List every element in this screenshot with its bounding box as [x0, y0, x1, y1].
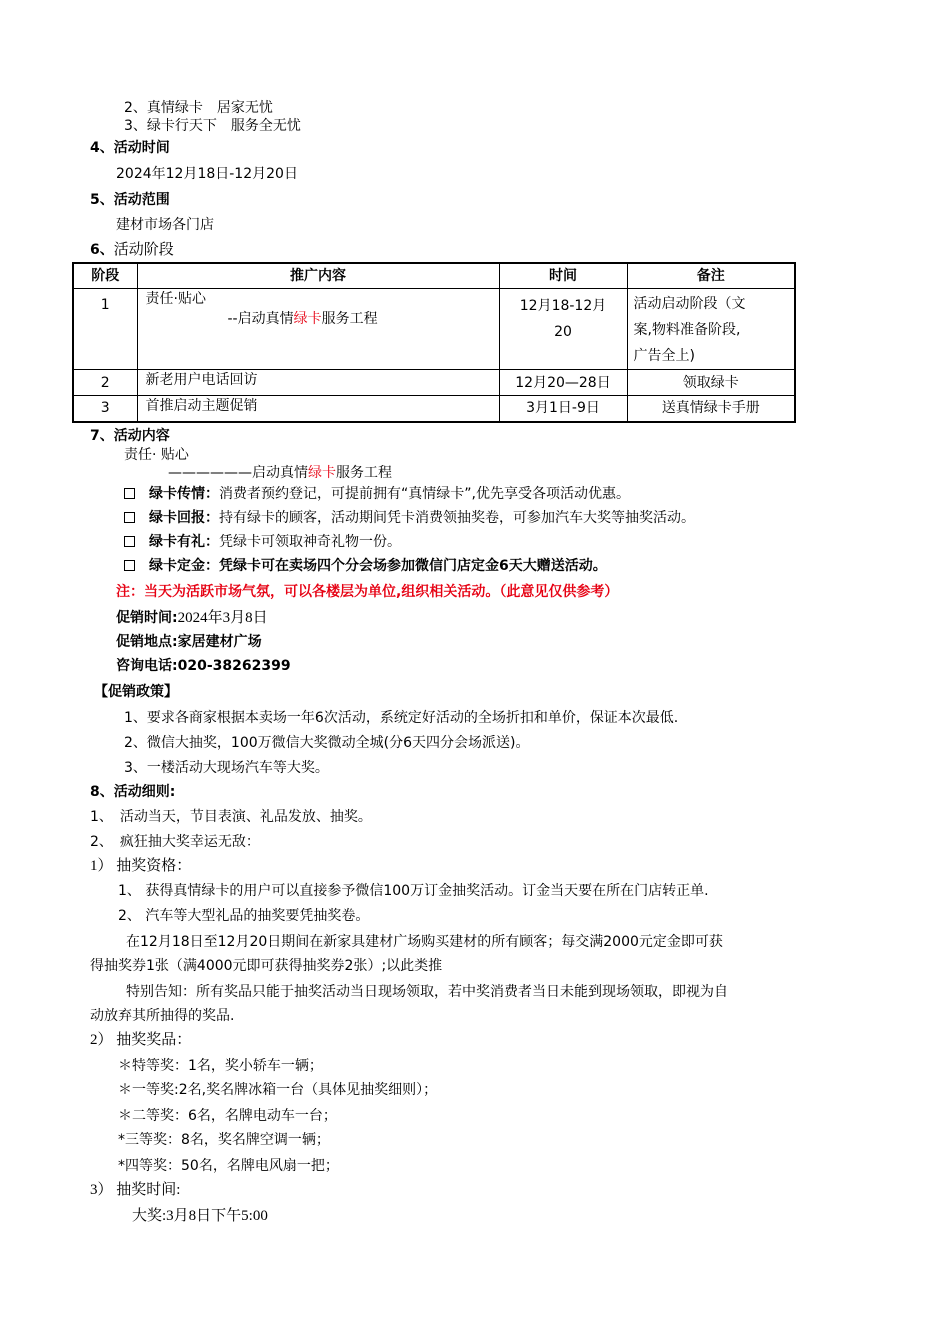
table-row	[73, 396, 795, 422]
section-8-heading: 8、活动细则:	[90, 784, 176, 800]
bullet-label: 绿卡定金：	[149, 558, 219, 574]
content-line	[146, 309, 493, 329]
note-line: 广告全上)	[633, 348, 695, 364]
note-line: 活动启动阶段（文	[633, 296, 746, 312]
time-line: 12月18-12月	[519, 298, 607, 314]
slogan-text: 服务工程	[336, 465, 392, 481]
highlight-green-card: 绿卡	[308, 465, 336, 481]
section-4-heading: 4、活动时间	[90, 140, 170, 156]
promo-place	[116, 632, 262, 652]
prize-item: *三等奖：8名，奖名牌空调一辆；	[118, 1132, 330, 1148]
bullet-item	[124, 484, 630, 504]
promo-place-value: 家居建材广场	[177, 634, 262, 650]
section-5-text: 建材市场各门店	[116, 217, 214, 233]
content-text: 服务工程	[321, 311, 378, 327]
section-6-heading	[90, 240, 174, 260]
policy-item: 1、要求各商家根据本卖场一年6次活动，系统定好活动的全场折扣和单价，保证本次最低.	[124, 710, 679, 726]
phone-label: 咨询电话:	[116, 658, 178, 674]
slogan-text: ——————启动真情	[168, 465, 308, 481]
highlight-green-card: 绿卡	[293, 311, 322, 327]
table-row	[73, 370, 795, 396]
section-6-title: 活动阶段	[113, 242, 174, 258]
bullet-text: 凭绿卡可领取神奇礼物一份。	[219, 534, 401, 550]
promo-place-label: 促销地点:	[116, 634, 178, 650]
paragraph-line: 在12月18日至12月20日期间在新家具建材广场购买建材的所有顾客；每交满2000元定金即可获	[126, 934, 723, 950]
table-cell-content: 首推启动主题促销	[137, 396, 499, 422]
policy-item: 2、微信大抽奖，100万微信大奖微动全城(分6天四分会场派送)。	[124, 735, 530, 751]
slogan-line-1: 责任· 贴心	[124, 447, 189, 463]
promo-time	[116, 608, 268, 628]
slogan-line-2	[168, 463, 392, 483]
qualification-item: 1、 获得真情绿卡的用户可以直接参予微信100万订金抽奖活动。订金当天要在所在门店转正单.	[118, 883, 709, 899]
note-text: 注：当天为活跃市场气氛，可以各楼层为单位,组织相关活动。（此意见仅供参考）	[116, 584, 619, 600]
checkbox-square-icon	[124, 536, 135, 547]
table-cell-time: 12月20—28日	[499, 370, 627, 396]
table-cell-time	[499, 289, 627, 370]
qualification-item: 2、 汽车等大型礼品的抽奖要凭抽奖卷。	[118, 908, 370, 924]
prize-item: ＊二等奖：6名，名牌电动车一台；	[118, 1108, 337, 1124]
section-5-heading: 5、活动范围	[90, 192, 170, 208]
time-line: 20	[554, 324, 572, 340]
section-4-text: 2024年12月18日-12月20日	[116, 166, 298, 182]
sub-heading-prizes: 2） 抽奖奖品：	[90, 1032, 192, 1048]
table-cell-stage: 3	[73, 396, 137, 422]
content-text: --启动真情	[227, 311, 294, 327]
table-header-stage: 阶段	[73, 263, 137, 289]
table-cell-content	[137, 289, 499, 370]
promo-time-value: 2024年3月8日	[177, 610, 268, 626]
table-cell-stage: 2	[73, 370, 137, 396]
bullet-label: 绿卡传情：	[149, 486, 219, 502]
bullet-item	[124, 508, 695, 528]
paragraph-line: 特别告知：所有奖品只能于抽奖活动当日现场领取，若中奖消费者当日未能到现场领取，即视为自	[126, 984, 728, 1000]
bullet-text: 持有绿卡的顾客，活动期间凭卡消费领抽奖卷，可参加汽车大奖等抽奖活动。	[219, 510, 695, 526]
activity-stage-table	[72, 262, 796, 423]
checkbox-square-icon	[124, 512, 135, 523]
bullet-text: 凭绿卡可在卖场四个分会场参加微信门店定金6天大赠送活动。	[219, 558, 607, 574]
sub-heading-qualification: 1） 抽奖资格：	[90, 858, 192, 874]
table-cell-note: 领取绿卡	[627, 370, 795, 396]
note-line: 案,物料准备阶段,	[633, 322, 741, 338]
bullet-text: 消费者预约登记，可提前拥有“真情绿卡”,优先享受各项活动优惠。	[219, 486, 630, 502]
table-row	[73, 289, 795, 370]
table-cell-note: 送真情绿卡手册	[627, 396, 795, 422]
prize-item: ＊一等奖:2名,奖名牌冰箱一台（具体见抽奖细则）；	[118, 1082, 438, 1098]
top-item-2: 2、真情绿卡 居家无忧	[124, 100, 273, 116]
paragraph-line: 得抽奖券1张（满4000元即可获得抽奖券2张）;以此类推	[90, 958, 443, 974]
table-cell-note	[627, 289, 795, 370]
table-header-content: 推广内容	[137, 263, 499, 289]
bullet-label: 绿卡回报：	[149, 510, 219, 526]
phone-value: 020-38262399	[177, 658, 291, 674]
policy-heading: 【促销政策】	[94, 684, 178, 700]
section-6-number: 6、	[90, 242, 114, 258]
draw-time: 大奖:3月8日下午5:00	[132, 1208, 268, 1224]
paragraph-line: 动放弃其所抽得的奖品.	[90, 1008, 235, 1024]
bullet-label: 绿卡有礼：	[149, 534, 219, 550]
promo-time-label: 促销时间:	[116, 610, 178, 626]
table-cell-stage: 1	[73, 289, 137, 370]
top-item-3: 3、绿卡行天下 服务全无忧	[124, 118, 301, 134]
prize-item: *四等奖：50名，名牌电风扇一把；	[118, 1158, 339, 1174]
section-7-heading: 7、活动内容	[90, 428, 170, 444]
consult-phone	[116, 656, 291, 676]
rule-item: 2、 疯狂抽大奖幸运无敌：	[90, 834, 260, 850]
checkbox-square-icon	[124, 488, 135, 499]
table-header-row	[73, 263, 795, 289]
policy-item: 3、一楼活动大现场汽车等大奖。	[124, 760, 329, 776]
checkbox-square-icon	[124, 560, 135, 571]
content-line: 责任·贴心	[145, 291, 206, 307]
sub-heading-draw-time: 3） 抽奖时间:	[90, 1182, 181, 1198]
table-header-note: 备注	[627, 263, 795, 289]
rule-item: 1、 活动当天，节目表演、礼品发放、抽奖。	[90, 809, 372, 825]
prize-item: ＊特等奖：1名，奖小轿车一辆；	[118, 1058, 323, 1074]
bullet-item	[124, 556, 607, 576]
bullet-item	[124, 532, 401, 552]
table-cell-time: 3月1日-9日	[499, 396, 627, 422]
table-cell-content: 新老用户电话回访	[137, 370, 499, 396]
table-header-time: 时间	[499, 263, 627, 289]
